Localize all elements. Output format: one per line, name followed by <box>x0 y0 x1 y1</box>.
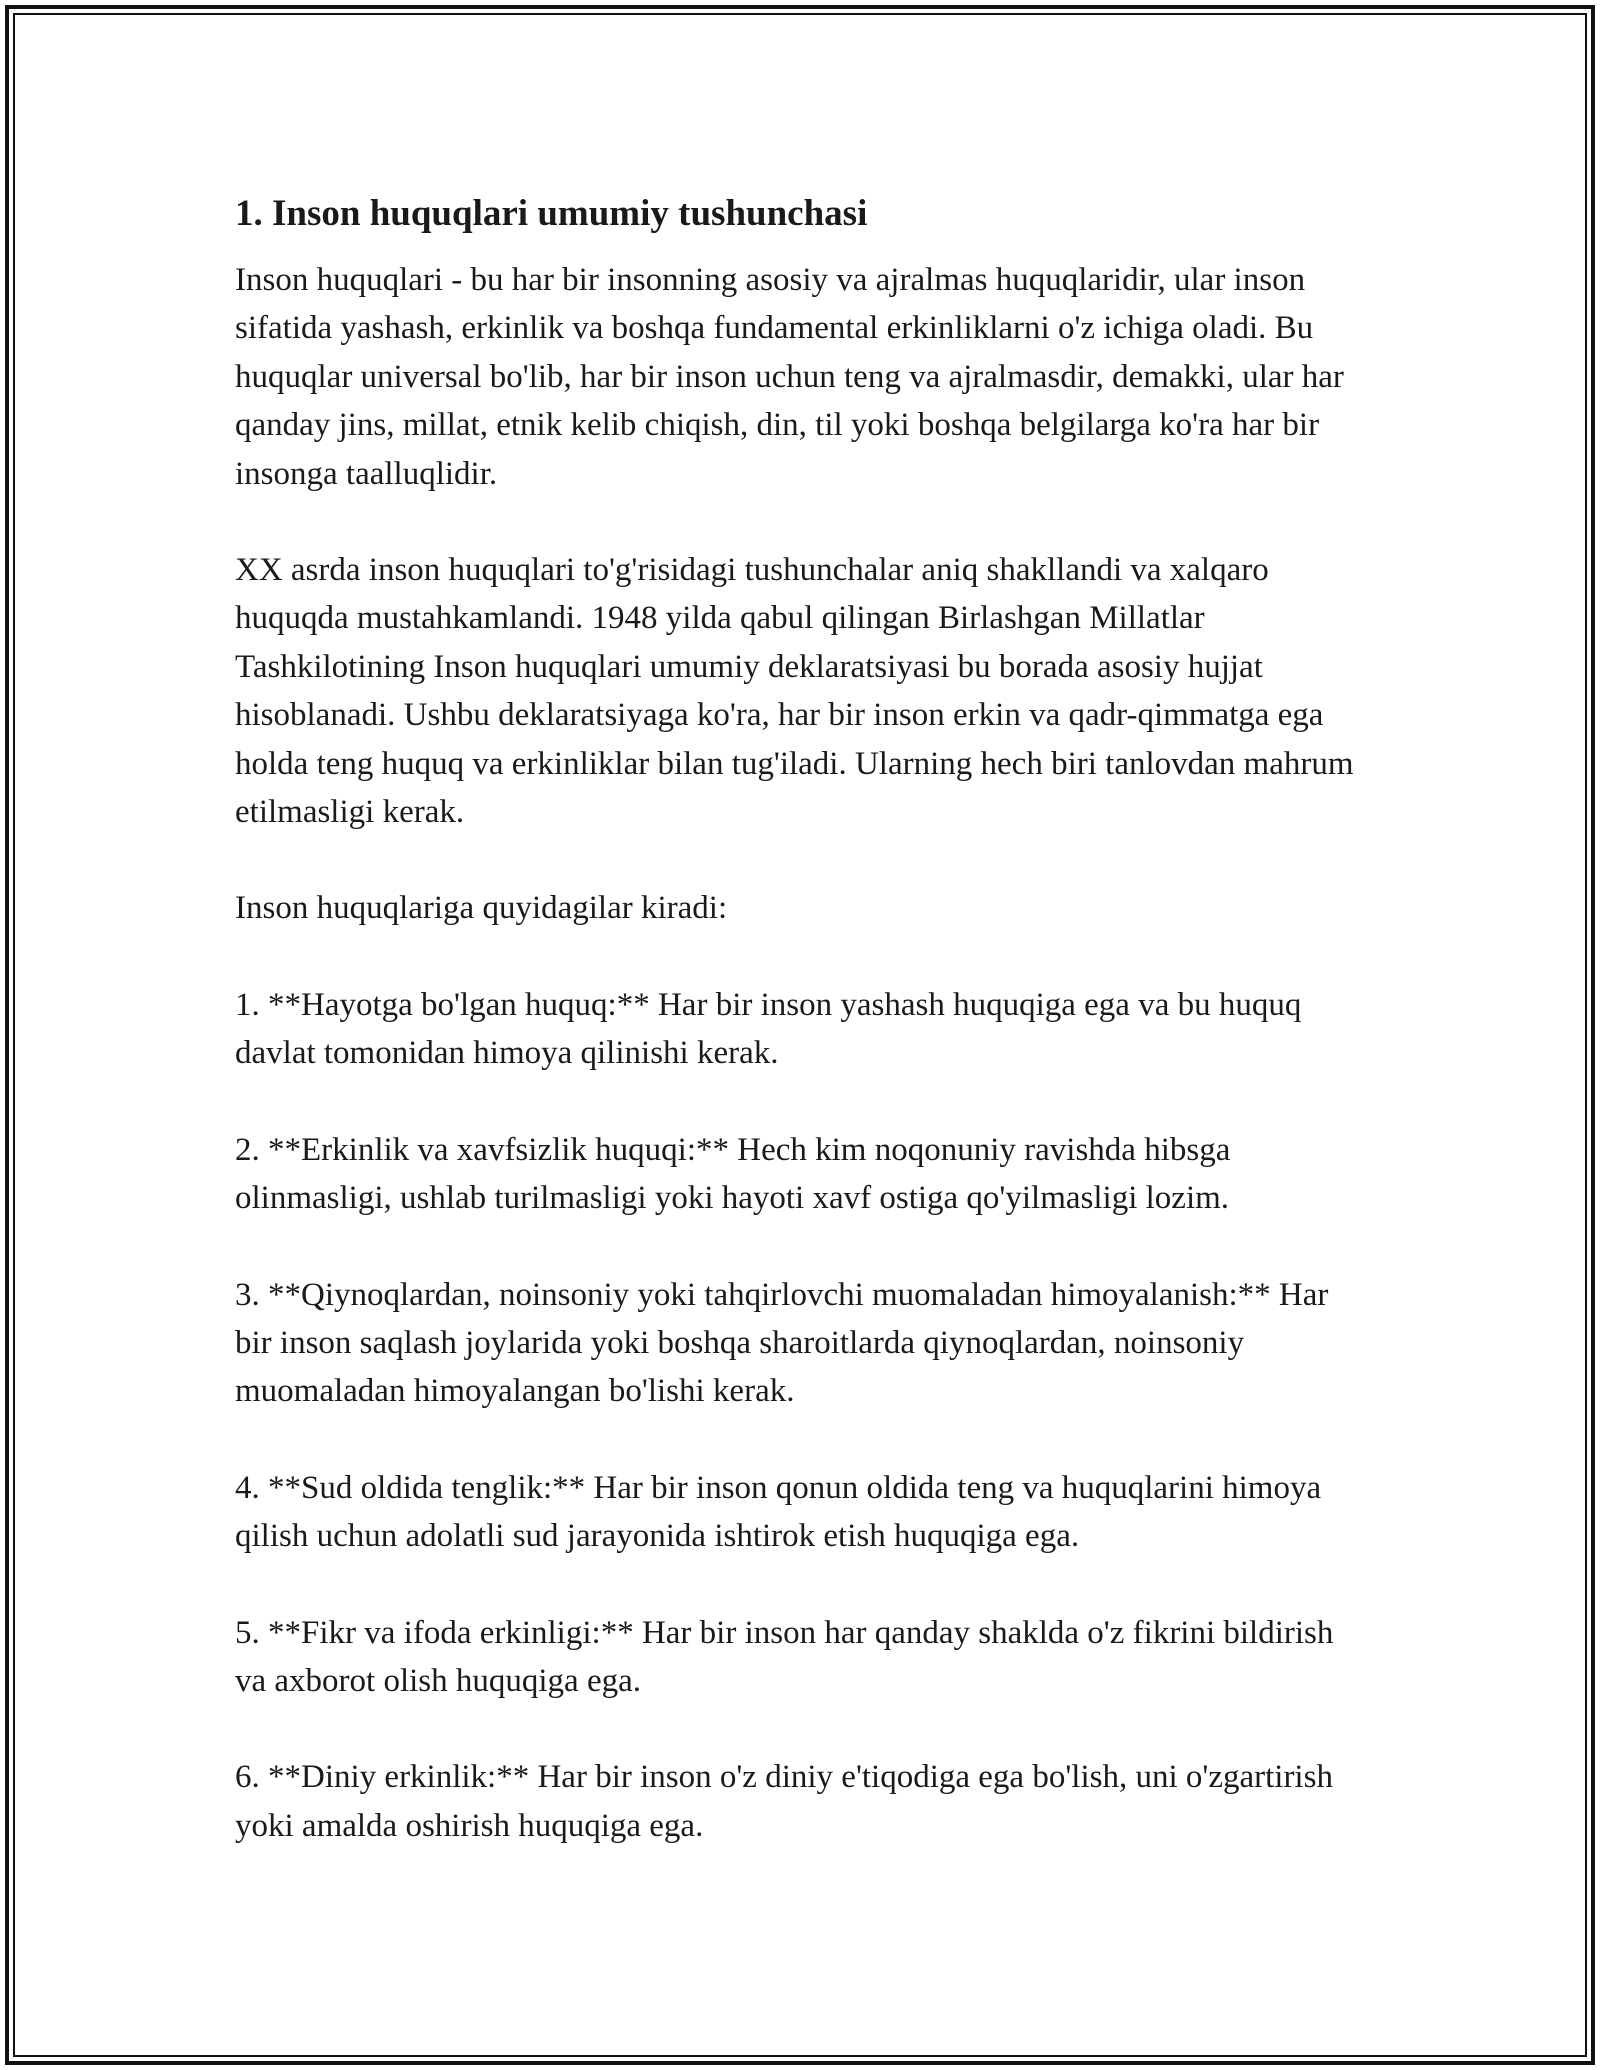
list-item: 2. **Erkinlik va xavfsizlik huquqi:** Hech kim noqonuniy ravishda hibsga olinmasligi, ushlab turilmasligi yoki hayoti xavf ostiga qo'yilmasligi lozim. <box>235 1131 1231 1217</box>
document-body <box>235 188 1370 1850</box>
list-item: 3. **Qiynoqlardan, noinsoniy yoki tahqirlovchi muomaladan himoyalanish:** Har bir inson saqlash joylarida yoki boshqa sharoitlarda qiynoqlardan, noinsoniy muomaladan himoyalangan bo'lishi kerak. <box>235 1276 1329 1410</box>
list-item: 4. **Sud oldida tenglik:** Har bir inson qonun oldida teng va huquqlarini himoya qilish uchun adolatli sud jarayonida ishtirok etish huquqiga ega. <box>235 1469 1322 1555</box>
list-item: 1. **Hayotga bo'lgan huquq:** Har bir inson yashash huquqiga ega va bu huquq davlat tomonidan himoya qilinishi kerak. <box>235 986 1302 1072</box>
page-title: 1. Inson huquqlari umumiy tushunchasi <box>235 193 868 234</box>
paragraph-intro: Inson huquqlari - bu har bir insonning asosiy va ajralmas huquqlaridir, ular inson sifatida yashash, erkinlik va boshqa fundamental erkinliklarni o'z ichiga oladi. Bu huquqlar universal bo'lib, har bir inson uchun teng va ajralmasdir, demakki, ular har qanday jins, millat, etnik kelib chiqish, din, til yoki boshqa belgilarga ko'ra har bir insonga taalluqlidir. <box>235 262 1344 492</box>
list-item: 5. **Fikr va ifoda erkinligi:** Har bir inson har qanday shaklda o'z fikrini bildirish va axborot olish huquqiga ega. <box>235 1614 1334 1699</box>
paragraph-history: XX asrda inson huquqlari to'g'risidagi tushunchalar aniq shakllandi va xalqaro huquqda mustahkamlandi. 1948 yilda qabul qilingan Birlashgan Millatlar Tashkilotining Inson huquqlari umumiy deklaratsiyasi bu borada asosiy hujjat hisoblanadi. Ushbu deklaratsiyaga ko'ra, har bir inson erkin va qadr-qimmatga ega holda teng huquq va erkinliklar bilan tug'iladi. Ularning hech biri tanlovdan mahrum etilmasligi kerak. <box>235 552 1354 831</box>
paragraph-list-intro: Inson huquqlariga quyidagilar kiradi: <box>235 890 728 927</box>
list-item: 6. **Diniy erkinlik:** Har bir inson o'z diniy e'tiqodiga ega bo'lish, uni o'zgartirish yoki amalda oshirish huquqiga ega. <box>235 1759 1333 1844</box>
